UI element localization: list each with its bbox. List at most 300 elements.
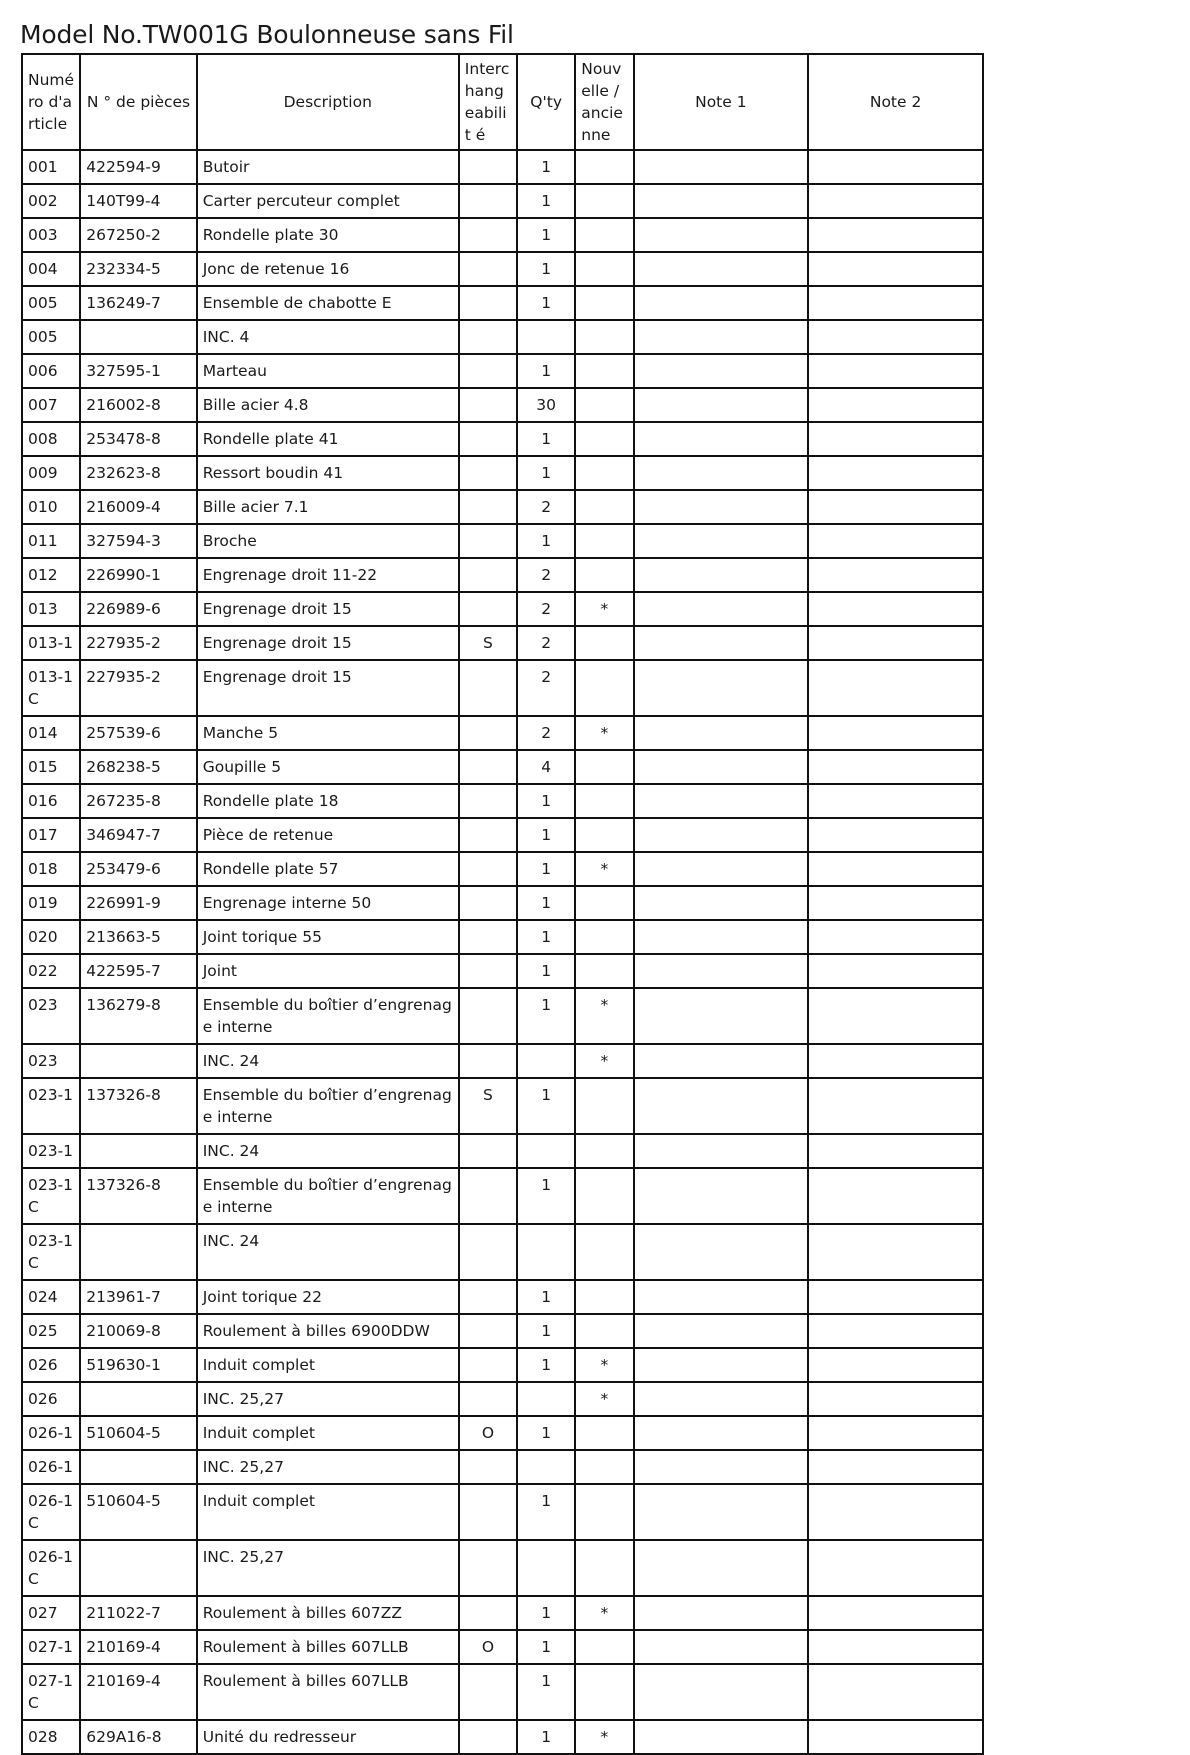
cell-note-2 [808,1224,983,1280]
cell-note-1 [634,886,809,920]
cell-new-old [575,1450,633,1484]
table-row [22,1134,983,1168]
cell-new-old [575,456,633,490]
cell-item-number: 001 [22,150,80,184]
cell-description: Jonc de retenue 16 [197,252,459,286]
cell-description: Joint [197,954,459,988]
cell-note-1 [634,1382,809,1416]
cell-description: Pièce de retenue [197,818,459,852]
cell-interchangeability [459,1484,517,1540]
cell-part-number [80,1382,196,1416]
table-row [22,354,983,388]
cell-quantity: 1 [517,1314,575,1348]
cell-note-1 [634,626,809,660]
cell-part-number [80,320,196,354]
cell-quantity [517,1224,575,1280]
cell-part-number: 232334-5 [80,252,196,286]
cell-quantity: 1 [517,1630,575,1664]
cell-quantity [517,1382,575,1416]
table-row [22,1596,983,1630]
cell-interchangeability [459,886,517,920]
cell-item-number: 011 [22,524,80,558]
cell-part-number: 510604-5 [80,1416,196,1450]
cell-new-old [575,784,633,818]
cell-part-number: 226990-1 [80,558,196,592]
cell-new-old [575,1314,633,1348]
cell-part-number: 327594-3 [80,524,196,558]
cell-item-number: 010 [22,490,80,524]
cell-quantity: 4 [517,750,575,784]
cell-part-number: 510604-5 [80,1484,196,1540]
cell-note-2 [808,750,983,784]
cell-quantity: 1 [517,886,575,920]
cell-new-old [575,954,633,988]
cell-quantity: 2 [517,592,575,626]
cell-note-1 [634,1596,809,1630]
cell-item-number: 023-1 [22,1078,80,1134]
document-title: Model No.TW001G Boulonneuse sans Fil [20,20,514,49]
cell-item-number: 009 [22,456,80,490]
cell-note-1 [634,954,809,988]
cell-new-old [575,320,633,354]
table-row [22,320,983,354]
cell-note-1 [634,1720,809,1754]
cell-part-number [80,1134,196,1168]
column-header-note-1: Note 1 [634,54,809,150]
cell-part-number: 268238-5 [80,750,196,784]
cell-description: Ensemble du boîtier d’engrenage interne [197,988,459,1044]
cell-quantity: 1 [517,456,575,490]
cell-new-old [575,524,633,558]
table-row [22,1664,983,1720]
cell-interchangeability [459,286,517,320]
cell-part-number: 346947-7 [80,818,196,852]
table-row [22,988,983,1044]
table-row [22,954,983,988]
table-row [22,920,983,954]
table-row [22,852,983,886]
cell-item-number: 020 [22,920,80,954]
cell-note-2 [808,1664,983,1720]
cell-interchangeability [459,716,517,750]
cell-item-number: 019 [22,886,80,920]
cell-note-1 [634,1664,809,1720]
cell-interchangeability [459,1168,517,1224]
cell-note-2 [808,184,983,218]
cell-new-old [575,1416,633,1450]
cell-note-1 [634,592,809,626]
cell-interchangeability [459,852,517,886]
cell-description: INC. 4 [197,320,459,354]
cell-interchangeability [459,1664,517,1720]
cell-description: Broche [197,524,459,558]
cell-quantity: 1 [517,988,575,1044]
cell-part-number [80,1044,196,1078]
cell-note-2 [808,592,983,626]
cell-new-old [575,1484,633,1540]
table-row [22,750,983,784]
cell-description: INC. 24 [197,1044,459,1078]
cell-new-old [575,252,633,286]
cell-note-2 [808,1450,983,1484]
cell-note-2 [808,626,983,660]
cell-quantity: 1 [517,184,575,218]
cell-quantity: 30 [517,388,575,422]
cell-part-number: 210169-4 [80,1664,196,1720]
cell-note-1 [634,320,809,354]
cell-part-number: 253478-8 [80,422,196,456]
cell-new-old [575,920,633,954]
cell-new-old [575,626,633,660]
cell-item-number: 026-1 C [22,1484,80,1540]
cell-quantity [517,1540,575,1596]
cell-new-old [575,1134,633,1168]
cell-quantity: 1 [517,1596,575,1630]
cell-note-1 [634,1224,809,1280]
cell-part-number: 136249-7 [80,286,196,320]
cell-interchangeability [459,1540,517,1596]
cell-description: Induit complet [197,1416,459,1450]
cell-quantity: 1 [517,354,575,388]
cell-part-number: 267235-8 [80,784,196,818]
cell-part-number: 216009-4 [80,490,196,524]
cell-note-1 [634,1348,809,1382]
cell-item-number: 022 [22,954,80,988]
cell-new-old [575,1630,633,1664]
cell-description: Unité du redresseur [197,1720,459,1754]
cell-description: INC. 25,27 [197,1540,459,1596]
cell-part-number: 216002-8 [80,388,196,422]
cell-interchangeability [459,750,517,784]
cell-description: Roulement à billes 607ZZ [197,1596,459,1630]
cell-quantity: 2 [517,626,575,660]
table-row [22,558,983,592]
cell-new-old [575,818,633,852]
cell-item-number: 018 [22,852,80,886]
cell-note-1 [634,524,809,558]
cell-quantity: 1 [517,252,575,286]
table-row [22,388,983,422]
cell-quantity: 1 [517,286,575,320]
cell-description: Manche 5 [197,716,459,750]
cell-new-old [575,1078,633,1134]
cell-new-old [575,1280,633,1314]
cell-part-number [80,1540,196,1596]
cell-note-1 [634,1450,809,1484]
cell-note-2 [808,1134,983,1168]
cell-quantity [517,1044,575,1078]
table-row [22,1450,983,1484]
cell-interchangeability [459,320,517,354]
cell-part-number: 137326-8 [80,1078,196,1134]
cell-interchangeability: S [459,626,517,660]
cell-part-number [80,1224,196,1280]
cell-note-1 [634,456,809,490]
cell-new-old [575,660,633,716]
cell-item-number: 013-1 [22,626,80,660]
cell-note-2 [808,320,983,354]
cell-note-1 [634,558,809,592]
cell-description: INC. 25,27 [197,1382,459,1416]
cell-item-number: 004 [22,252,80,286]
cell-quantity: 2 [517,558,575,592]
cell-description: Rondelle plate 30 [197,218,459,252]
cell-new-old: * [575,1348,633,1382]
cell-note-1 [634,354,809,388]
cell-description: Ressort boudin 41 [197,456,459,490]
cell-quantity: 1 [517,150,575,184]
cell-item-number: 015 [22,750,80,784]
cell-description: Butoir [197,150,459,184]
cell-note-1 [634,1484,809,1540]
cell-note-1 [634,218,809,252]
cell-interchangeability: O [459,1630,517,1664]
cell-new-old: * [575,716,633,750]
cell-quantity: 2 [517,490,575,524]
cell-note-1 [634,1280,809,1314]
cell-description: INC. 25,27 [197,1450,459,1484]
cell-part-number: 267250-2 [80,218,196,252]
cell-interchangeability [459,1314,517,1348]
cell-new-old [575,1168,633,1224]
cell-interchangeability [459,422,517,456]
cell-note-2 [808,490,983,524]
column-header-item-number: Numé ro d'a rticle [22,54,80,150]
cell-item-number: 002 [22,184,80,218]
cell-new-old [575,558,633,592]
cell-quantity: 1 [517,1720,575,1754]
cell-note-1 [634,716,809,750]
cell-new-old [575,1664,633,1720]
cell-part-number: 422595-7 [80,954,196,988]
cell-note-1 [634,388,809,422]
cell-note-2 [808,1348,983,1382]
cell-note-1 [634,422,809,456]
cell-note-1 [634,184,809,218]
cell-new-old [575,1540,633,1596]
table-row [22,784,983,818]
cell-note-2 [808,1416,983,1450]
cell-note-2 [808,954,983,988]
cell-quantity: 1 [517,218,575,252]
cell-description: Joint torique 22 [197,1280,459,1314]
cell-note-2 [808,286,983,320]
cell-new-old [575,286,633,320]
cell-note-1 [634,1044,809,1078]
cell-new-old [575,886,633,920]
cell-interchangeability [459,184,517,218]
cell-interchangeability [459,1134,517,1168]
table-row [22,252,983,286]
cell-note-2 [808,1720,983,1754]
cell-new-old [575,388,633,422]
cell-interchangeability [459,1224,517,1280]
cell-note-1 [634,988,809,1044]
table-row [22,592,983,626]
cell-note-1 [634,286,809,320]
cell-new-old [575,422,633,456]
cell-item-number: 026 [22,1348,80,1382]
cell-note-1 [634,150,809,184]
cell-note-2 [808,218,983,252]
cell-note-2 [808,660,983,716]
cell-quantity: 2 [517,716,575,750]
table-row [22,1720,983,1754]
cell-quantity: 1 [517,852,575,886]
cell-note-1 [634,1416,809,1450]
cell-note-1 [634,1540,809,1596]
cell-part-number: 227935-2 [80,626,196,660]
cell-note-2 [808,1630,983,1664]
cell-quantity [517,1134,575,1168]
cell-part-number: 232623-8 [80,456,196,490]
cell-quantity: 1 [517,1168,575,1224]
column-header-interchangeability: Interc hang eabilit é [459,54,517,150]
table-row [22,1416,983,1450]
cell-quantity: 1 [517,524,575,558]
cell-note-1 [634,1630,809,1664]
cell-part-number: 213663-5 [80,920,196,954]
cell-note-2 [808,1484,983,1540]
cell-note-2 [808,1314,983,1348]
cell-interchangeability: O [459,1416,517,1450]
cell-new-old: * [575,592,633,626]
table-row [22,490,983,524]
cell-item-number: 027-1 [22,1630,80,1664]
column-header-description: Description [197,54,459,150]
cell-interchangeability [459,524,517,558]
cell-note-2 [808,558,983,592]
cell-quantity: 1 [517,1416,575,1450]
cell-item-number: 017 [22,818,80,852]
cell-description: Ensemble de chabotte E [197,286,459,320]
cell-part-number [80,1450,196,1484]
table-row [22,456,983,490]
cell-note-1 [634,920,809,954]
cell-item-number: 026 [22,1382,80,1416]
table-row [22,1280,983,1314]
cell-description: Ensemble du boîtier d’engrenage interne [197,1168,459,1224]
cell-item-number: 023-1 C [22,1168,80,1224]
cell-interchangeability [459,1348,517,1382]
table-header-row [22,54,983,150]
table-row [22,150,983,184]
cell-quantity: 1 [517,1078,575,1134]
cell-interchangeability [459,388,517,422]
table-row [22,1168,983,1224]
cell-description: Ensemble du boîtier d’engrenage interne [197,1078,459,1134]
cell-quantity: 1 [517,422,575,456]
cell-interchangeability [459,150,517,184]
cell-note-2 [808,1044,983,1078]
cell-part-number: 210069-8 [80,1314,196,1348]
table-row [22,1484,983,1540]
cell-quantity: 1 [517,1484,575,1540]
cell-description: Engrenage droit 15 [197,660,459,716]
cell-note-1 [634,852,809,886]
cell-description: Roulement à billes 607LLB [197,1664,459,1720]
cell-quantity [517,1450,575,1484]
cell-item-number: 013-1 C [22,660,80,716]
cell-interchangeability [459,252,517,286]
cell-note-2 [808,988,983,1044]
cell-quantity: 2 [517,660,575,716]
table-row [22,422,983,456]
cell-quantity: 1 [517,784,575,818]
cell-item-number: 027 [22,1596,80,1630]
cell-part-number: 226991-9 [80,886,196,920]
cell-new-old [575,218,633,252]
cell-item-number: 027-1 C [22,1664,80,1720]
table-row [22,1314,983,1348]
parts-table [21,53,984,1755]
cell-item-number: 023-1 C [22,1224,80,1280]
cell-interchangeability [459,1280,517,1314]
cell-new-old [575,1224,633,1280]
cell-quantity: 1 [517,1348,575,1382]
cell-interchangeability [459,1720,517,1754]
cell-note-1 [634,1134,809,1168]
table-row [22,660,983,716]
cell-new-old: * [575,1044,633,1078]
cell-note-2 [808,716,983,750]
table-row [22,626,983,660]
cell-note-2 [808,1596,983,1630]
cell-note-2 [808,150,983,184]
cell-description: Induit complet [197,1484,459,1540]
cell-interchangeability [459,954,517,988]
cell-note-2 [808,1382,983,1416]
table-row [22,818,983,852]
cell-description: Engrenage droit 11-22 [197,558,459,592]
cell-description: Engrenage droit 15 [197,592,459,626]
cell-interchangeability [459,784,517,818]
cell-new-old: * [575,852,633,886]
cell-item-number: 003 [22,218,80,252]
cell-item-number: 014 [22,716,80,750]
cell-item-number: 023-1 [22,1134,80,1168]
table-row [22,1044,983,1078]
cell-new-old [575,184,633,218]
cell-note-1 [634,490,809,524]
cell-interchangeability [459,490,517,524]
cell-note-2 [808,354,983,388]
cell-description: Roulement à billes 6900DDW [197,1314,459,1348]
cell-item-number: 028 [22,1720,80,1754]
cell-note-1 [634,1168,809,1224]
cell-part-number: 137326-8 [80,1168,196,1224]
table-row [22,1348,983,1382]
table-row [22,1078,983,1134]
cell-note-1 [634,784,809,818]
column-header-quantity: Q'ty [517,54,575,150]
column-header-note-2: Note 2 [808,54,983,150]
cell-item-number: 006 [22,354,80,388]
table-row [22,1224,983,1280]
cell-interchangeability [459,920,517,954]
cell-item-number: 024 [22,1280,80,1314]
cell-item-number: 026-1 [22,1450,80,1484]
table-row [22,716,983,750]
cell-part-number: 210169-4 [80,1630,196,1664]
cell-description: INC. 24 [197,1134,459,1168]
cell-part-number: 211022-7 [80,1596,196,1630]
cell-part-number: 327595-1 [80,354,196,388]
cell-new-old [575,490,633,524]
cell-note-2 [808,1078,983,1134]
cell-note-2 [808,920,983,954]
column-header-new-old: Nouv elle / ancie nne [575,54,633,150]
